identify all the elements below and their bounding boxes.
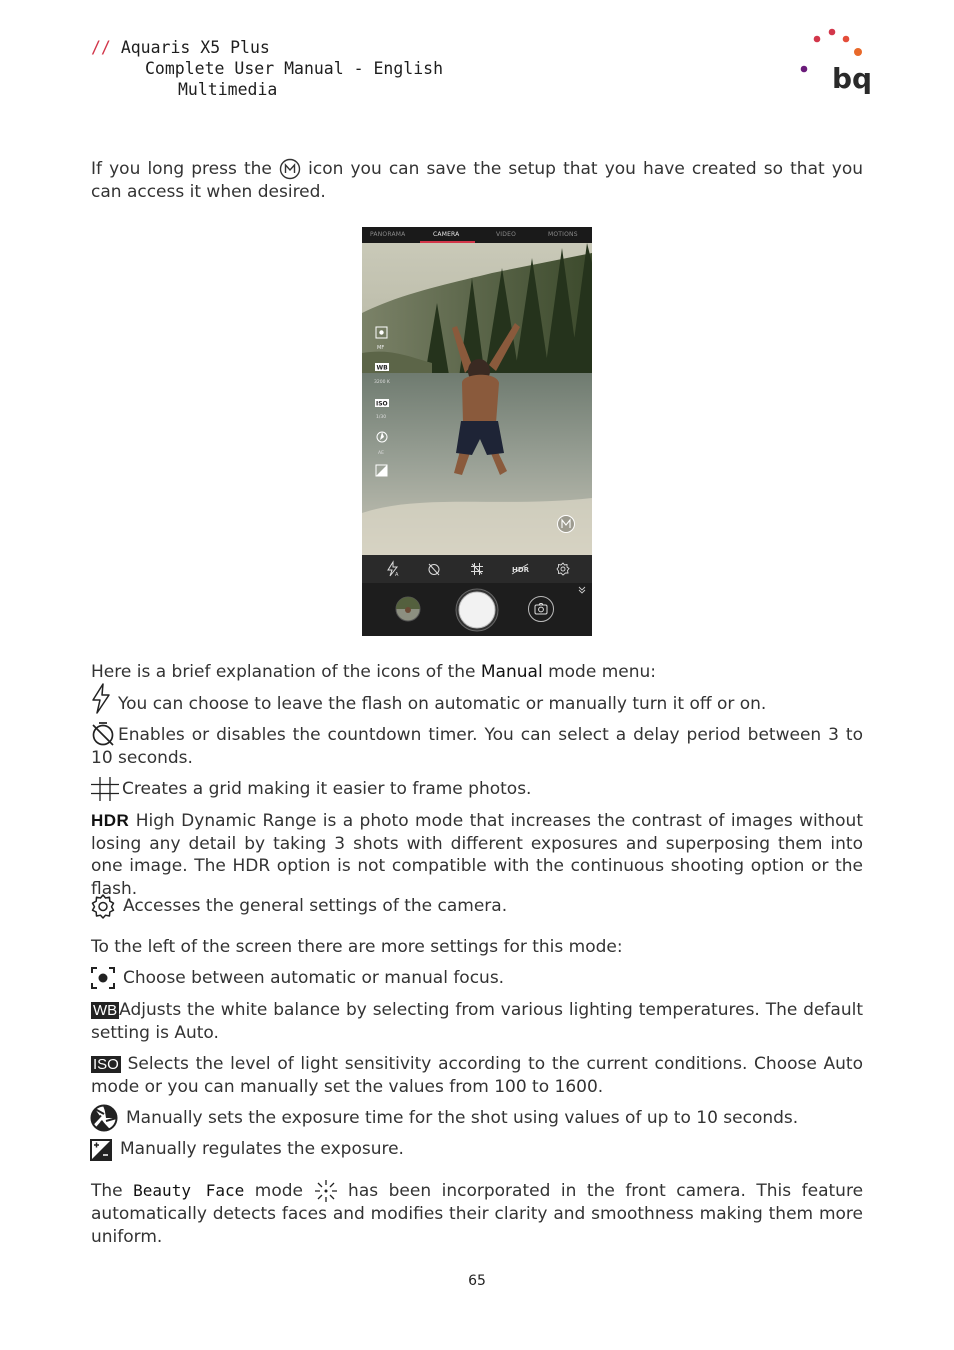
shutter-description: Manually sets the exposure time for the shot using values of up to 10 seconds. — [126, 1108, 799, 1128]
iso-description — [91, 1053, 863, 1098]
gallery-thumbnail[interactable] — [395, 596, 421, 622]
side-controls — [374, 323, 390, 483]
hdr-icon: HDR — [91, 811, 130, 830]
page-number: 65 — [468, 1273, 486, 1289]
shutter-button[interactable] — [455, 588, 499, 632]
left-settings-lead: To the left of the screen there are more settings for this mode: — [91, 937, 623, 957]
settings-gear-icon[interactable] — [556, 562, 570, 576]
header-slashes: // — [91, 38, 111, 57]
shutter-speed-icon — [90, 1104, 118, 1132]
svg-text:1/30: 1/30 — [376, 415, 387, 420]
timer-description — [91, 724, 863, 769]
tab-video[interactable]: VIDEO — [496, 231, 517, 238]
grid-icon — [90, 776, 120, 802]
explain-lead-before: Here is a brief explanation of the icons of the — [91, 662, 476, 682]
camera-toolbar — [362, 555, 592, 583]
explain-lead-word: Manual — [480, 662, 543, 682]
explain-lead-after: mode menu: — [548, 662, 656, 682]
iso-text: Selects the level of light sensitivity according to the current conditions. Choose Auto mode or you can manually set the values from 100 to 1600. — [91, 1054, 863, 1097]
manual-mode-icon — [279, 158, 301, 180]
wb-icon: WB — [93, 1002, 118, 1019]
tab-panorama[interactable]: PANORAMA — [370, 231, 406, 238]
viewfinder-photo — [362, 243, 592, 555]
camera-mode-tabs — [362, 227, 592, 243]
flash-description: You can choose to leave the flash on automatic or manually turn it off or on. — [118, 694, 767, 714]
flash-auto-icon[interactable] — [386, 561, 400, 577]
bq-logo — [796, 26, 873, 96]
camera-screenshot — [362, 227, 592, 636]
hdr-text: High Dynamic Range is a photo mode that increases the contrast of images without losing any detail by taking 3 shots with different exposures and superposing them into one image. The HDR option is not compatible with the continuous shooting option or the flash. — [91, 811, 863, 899]
wb-description — [91, 999, 863, 1044]
intro-paragraph — [91, 158, 863, 203]
svg-text:A: A — [395, 572, 399, 578]
svg-text:ISO: ISO — [376, 400, 388, 408]
side-label-mf: MF — [377, 345, 385, 351]
beauty-face-icon — [314, 1179, 338, 1203]
header-manual: Complete User Manual - English — [145, 59, 444, 78]
intro-before: If you long press the — [91, 159, 272, 179]
svg-text:WB: WB — [376, 364, 388, 372]
expand-chevron-icon[interactable] — [578, 586, 586, 594]
camera-bottom-bar — [362, 583, 592, 636]
exposure-icon — [90, 1139, 112, 1161]
running-header — [91, 37, 443, 100]
iso-icon: ISO — [93, 1056, 119, 1073]
flash-icon — [90, 683, 112, 715]
beauty-name: Beauty Face — [133, 1181, 245, 1200]
tab-camera[interactable]: CAMERA — [433, 231, 460, 238]
grid-off-icon[interactable] — [470, 562, 484, 576]
explain-lead — [91, 661, 863, 684]
manual-mode-badge[interactable] — [556, 514, 576, 534]
svg-text:3200 K: 3200 K — [374, 380, 390, 385]
switch-camera-icon[interactable] — [527, 595, 555, 623]
beauty-paragraph — [91, 1179, 863, 1248]
tab-motions[interactable]: MOTIONS — [548, 231, 578, 238]
settings-description: Accesses the general settings of the camera. — [123, 896, 508, 916]
beauty-after: has been incorporated in the front camera. This feature automatically detects faces and modifies their clarity and smoothness making them more uniform. — [91, 1181, 864, 1247]
header-section: Multimedia — [178, 80, 278, 99]
hdr-toggle-icon[interactable] — [511, 563, 529, 575]
focus-icon — [90, 966, 116, 990]
toolbar-hdr-label: HDR — [512, 566, 530, 574]
exposure-description: Manually regulates the exposure. — [120, 1139, 404, 1159]
svg-text:bq: bq — [832, 62, 873, 95]
intro-after: icon you can save the setup that you have created so that you can access it when desired. — [91, 159, 864, 202]
timer-text: Enables or disables the countdown timer. You can select a delay period between 3 to 10 seconds. — [91, 725, 863, 768]
hdr-description — [91, 810, 863, 900]
header-product: Aquaris X5 Plus — [120, 38, 270, 57]
wb-text: Adjusts the white balance by selecting from various lighting temperatures. The default setting is Auto. — [91, 1000, 863, 1043]
beauty-mid: mode — [254, 1181, 303, 1201]
beauty-before: The — [91, 1181, 123, 1201]
timer-off-icon[interactable] — [427, 562, 441, 576]
svg-text:AE: AE — [378, 451, 384, 456]
grid-description: Creates a grid making it easier to frame photos. — [122, 779, 532, 799]
focus-description: Choose between automatic or manual focus. — [123, 968, 505, 988]
settings-icon — [90, 893, 116, 919]
